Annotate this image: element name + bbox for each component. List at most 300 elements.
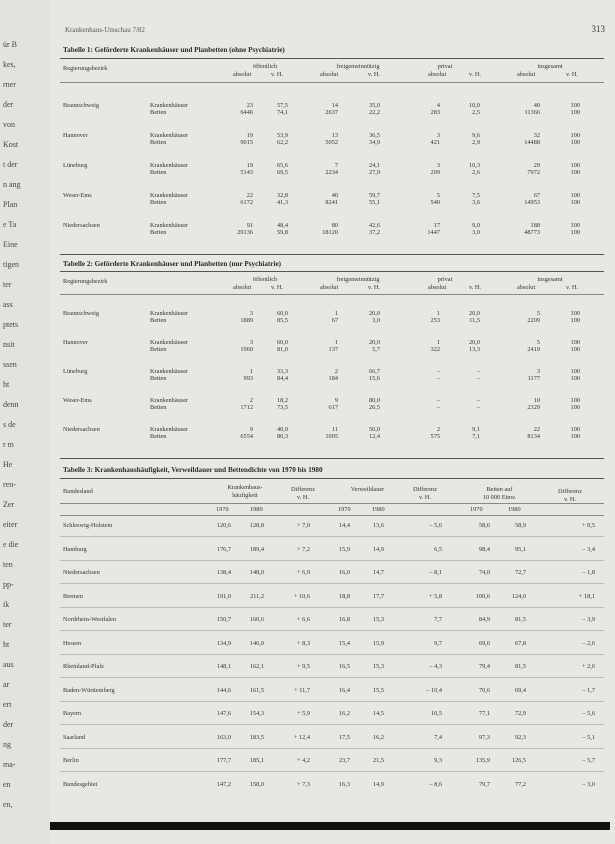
table-cell: – 8,1 bbox=[429, 569, 442, 576]
t3-year: 1970 bbox=[470, 506, 483, 513]
gutter-fragment: ng bbox=[3, 740, 11, 749]
row-divider bbox=[60, 607, 604, 608]
table-cell: 150,7 bbox=[216, 616, 231, 623]
table-1-title: Tabelle 1: Geförderte Krankenhäuser und Planbetten (ohne Psychiatrie) bbox=[63, 46, 285, 54]
table-cell: 18,2 bbox=[276, 397, 288, 404]
table-cell: – bbox=[476, 375, 480, 382]
table-cell: 32,8 bbox=[276, 192, 288, 199]
table-cell: 13,3 bbox=[468, 346, 480, 353]
table-cell: 2329 bbox=[527, 404, 540, 411]
table-cell: + 10,6 bbox=[293, 592, 310, 600]
table-cell: 17,5 bbox=[338, 733, 350, 741]
table-cell: 16,5 bbox=[338, 663, 350, 670]
state-name: Bayern bbox=[63, 710, 82, 717]
table-cell: 50,0 bbox=[368, 426, 380, 433]
table-cell: 29 bbox=[533, 162, 540, 169]
table-cell: 2 bbox=[436, 426, 440, 433]
gutter-fragment: s de bbox=[3, 420, 16, 429]
table-cell: 23,7 bbox=[338, 757, 350, 764]
table-cell: 7,4 bbox=[434, 733, 442, 741]
gutter-fragment: der bbox=[3, 720, 14, 729]
t1-group-total: insgesamt bbox=[537, 63, 563, 70]
table-cell: – 5,6 bbox=[582, 710, 595, 717]
gutter-fragment: tigen bbox=[3, 260, 19, 269]
row-label: Krankenhäuser bbox=[150, 310, 189, 317]
row-divider bbox=[60, 701, 604, 702]
row-label: Betten bbox=[150, 433, 167, 440]
table-cell: 2234 bbox=[325, 169, 338, 176]
table-cell: 14488 bbox=[524, 139, 540, 146]
row-label: Krankenhäuser bbox=[150, 222, 189, 229]
table-cell: 147,2 bbox=[216, 780, 231, 788]
table-cell: 120,6 bbox=[216, 522, 231, 529]
region-name: Hannover bbox=[63, 339, 88, 346]
t3-h-vh: v. H. bbox=[563, 496, 576, 503]
row-label: Krankenhäuser bbox=[150, 339, 189, 346]
table-cell: 27,9 bbox=[368, 169, 380, 176]
table-cell: 100 bbox=[570, 346, 580, 353]
table-cell: 9 bbox=[249, 426, 253, 433]
row-divider bbox=[60, 583, 604, 584]
table-cell: 100 bbox=[570, 317, 580, 324]
table-cell: 5 bbox=[536, 310, 540, 317]
table-cell: 95,1 bbox=[514, 545, 526, 553]
t2-sub-abs: absolut bbox=[428, 284, 447, 291]
table-cell: 65,6 bbox=[276, 162, 288, 169]
gutter-fragment: ht bbox=[3, 640, 10, 649]
row-label: Betten bbox=[150, 229, 167, 236]
t2-group-private: privat bbox=[437, 276, 453, 283]
table-cell: 79,4 bbox=[478, 663, 490, 670]
table-cell: 11366 bbox=[524, 109, 540, 116]
table-cell: 100 bbox=[570, 375, 580, 382]
table-cell: 3 bbox=[249, 339, 253, 346]
t2-sub-abs: absolut bbox=[517, 284, 536, 291]
table-cell: 253 bbox=[430, 317, 440, 324]
table-cell: + 5,8 bbox=[429, 592, 442, 600]
table-cell: 9015 bbox=[240, 139, 253, 146]
table-cell: 92,3 bbox=[514, 733, 526, 741]
gutter-fragment: ik bbox=[3, 600, 10, 609]
table-cell: 16,3 bbox=[338, 780, 350, 788]
table-cell: 13 bbox=[331, 132, 338, 139]
state-name: Nordrhein-Westfalen bbox=[63, 616, 116, 623]
table-cell: 176,7 bbox=[216, 545, 231, 553]
table-cell: 100 bbox=[570, 199, 580, 206]
table-cell: 5 bbox=[436, 192, 440, 199]
state-name: Rheinland-Pfalz bbox=[63, 663, 104, 670]
table-cell: – 3,9 bbox=[582, 616, 595, 623]
table-cell: 16,8 bbox=[338, 616, 350, 623]
table-cell: 81,0 bbox=[276, 346, 288, 353]
table-cell: 48773 bbox=[524, 229, 540, 236]
table-cell: 184 bbox=[328, 375, 338, 382]
t1-group-public: öffentlich bbox=[252, 63, 278, 70]
t1-col-district: Regierungsbezirk bbox=[63, 65, 108, 72]
gutter-fragment: t der bbox=[3, 160, 18, 169]
table-cell: 69,4 bbox=[514, 686, 526, 694]
table-cell: 2419 bbox=[527, 346, 540, 353]
table-cell: 77,2 bbox=[514, 780, 526, 788]
table-cell: + 7,0 bbox=[297, 522, 310, 529]
table-cell: – 1,7 bbox=[582, 686, 595, 694]
gutter-fragment: der bbox=[3, 100, 14, 109]
table-cell: – bbox=[476, 404, 480, 411]
page-number: 313 bbox=[591, 24, 605, 34]
t1-group-nonprofit: freigemeinnützig bbox=[336, 63, 380, 70]
table-2-title: Tabelle 2: Geförderte Krankenhäuser und Planbetten (nur Psychiatrie) bbox=[63, 260, 282, 268]
gutter-fragment: eiter bbox=[3, 520, 18, 529]
row-divider bbox=[60, 654, 604, 655]
table-cell: 100 bbox=[570, 433, 580, 440]
table-cell: 1960 bbox=[240, 346, 253, 353]
table-cell: 1712 bbox=[240, 404, 253, 411]
table-cell: 1 bbox=[436, 339, 440, 346]
table-cell: 24,1 bbox=[368, 162, 380, 169]
table-cell: – bbox=[476, 397, 480, 404]
table-cell: 137 bbox=[328, 346, 338, 353]
row-divider bbox=[60, 748, 604, 749]
table-cell: 16,2 bbox=[338, 710, 350, 717]
table-cell: 2,6 bbox=[472, 169, 480, 176]
state-name: Hamburg bbox=[63, 545, 87, 553]
table-cell: + 5,9 bbox=[297, 710, 310, 717]
table-cell: – 5,7 bbox=[582, 757, 595, 764]
t3-h-diff: Differenz bbox=[412, 486, 437, 493]
t3-year: 1970 bbox=[338, 506, 351, 513]
t2-group-public: öffentlich bbox=[252, 276, 278, 283]
table-cell: 7972 bbox=[527, 169, 540, 176]
state-name: Bremen bbox=[63, 592, 83, 600]
row-label: Betten bbox=[150, 404, 167, 411]
table-cell: 2 bbox=[249, 397, 253, 404]
table-cell: 11,5 bbox=[469, 317, 480, 324]
table-cell: 189,4 bbox=[249, 545, 264, 553]
table-cell: 1 bbox=[249, 368, 253, 375]
table-cell: 15,3 bbox=[372, 616, 384, 623]
table-cell: – bbox=[436, 368, 440, 375]
t1-sub-abs: absolut bbox=[233, 71, 252, 78]
gutter-fragment: ter bbox=[3, 620, 12, 629]
table-cell: 124,0 bbox=[511, 592, 526, 600]
table-cell: 97,3 bbox=[478, 733, 490, 741]
table-cell: 34,9 bbox=[368, 139, 380, 146]
table-cell: 16,0 bbox=[338, 569, 350, 576]
document-page bbox=[50, 10, 610, 830]
table-cell: 9 bbox=[334, 397, 338, 404]
table-cell: 67,8 bbox=[514, 639, 526, 647]
table-cell: 10 bbox=[533, 397, 540, 404]
table-cell: 12,4 bbox=[368, 433, 380, 440]
table-cell: 5,7 bbox=[372, 346, 380, 353]
gutter-fragment: aus bbox=[3, 660, 14, 669]
table-cell: 19 bbox=[246, 132, 253, 139]
table-cell: – 4,3 bbox=[429, 663, 442, 670]
table-cell: 6,5 bbox=[434, 545, 442, 553]
table-cell: 100 bbox=[570, 339, 580, 346]
table-cell: 185,1 bbox=[249, 757, 264, 764]
table-cell: 993 bbox=[243, 375, 253, 382]
table-cell: 81,5 bbox=[514, 663, 526, 670]
t3-h-diff: Differenz bbox=[557, 488, 582, 495]
table-cell: 147,6 bbox=[216, 710, 231, 717]
table-cell: 42,6 bbox=[368, 222, 380, 229]
gutter-fragment: ssen bbox=[3, 360, 17, 369]
gutter-fragment: Kost bbox=[3, 140, 19, 149]
table-cell: 144,6 bbox=[216, 686, 231, 694]
gutter-fragment: ar bbox=[3, 680, 10, 689]
t3-year: 1970 bbox=[216, 506, 229, 513]
gutter-fragment: ter bbox=[3, 280, 12, 289]
table-cell: 80,0 bbox=[368, 397, 380, 404]
table-cell: 73,5 bbox=[276, 404, 288, 411]
table-cell: 15,9 bbox=[338, 545, 350, 553]
table-3-title: Tabelle 3: Krankenhaushäufigkeit, Verweildauer und Bettendichte von 1970 bis 1980 bbox=[63, 466, 323, 474]
table-cell: 85,5 bbox=[276, 317, 288, 324]
table-cell: 9,3 bbox=[434, 757, 442, 764]
table-cell: 3,0 bbox=[472, 229, 480, 236]
table-cell: 100 bbox=[570, 404, 580, 411]
state-name: Bundesgebiet bbox=[63, 780, 98, 788]
t1-sub-abs: absolut bbox=[428, 71, 447, 78]
gutter-fragment: n ang bbox=[3, 180, 21, 189]
table-cell: 58,6 bbox=[478, 522, 490, 529]
gutter-fragment: ma- bbox=[3, 760, 16, 769]
table-cell: 62,2 bbox=[276, 139, 288, 146]
table-cell: 17 bbox=[433, 222, 440, 229]
t3-h-diff: Differenz bbox=[290, 486, 315, 493]
table-cell: + 12,4 bbox=[293, 733, 310, 741]
table-cell: 188 bbox=[530, 222, 540, 229]
table-cell: 20,0 bbox=[368, 310, 380, 317]
table-cell: 70,6 bbox=[478, 686, 490, 694]
table-cell: 1 bbox=[334, 310, 338, 317]
table-cell: 100 bbox=[570, 162, 580, 169]
t2-sub-vh: v. H. bbox=[271, 284, 284, 291]
t1-sub-vh: v. H. bbox=[566, 71, 579, 78]
table-cell: 14,9 bbox=[372, 545, 384, 553]
table-cell: 100 bbox=[570, 109, 580, 116]
t1-sub-abs: absolut bbox=[320, 71, 339, 78]
table-cell: – 3,0 bbox=[582, 780, 595, 788]
table-cell: 6172 bbox=[240, 199, 253, 206]
table-cell: 14,4 bbox=[338, 522, 350, 529]
table-cell: 35,0 bbox=[368, 102, 380, 109]
table-cell: 4 bbox=[436, 102, 440, 109]
t3-h-beds: Betten auf bbox=[486, 486, 513, 493]
table-cell: 5143 bbox=[240, 169, 253, 176]
table-cell: 40 bbox=[331, 192, 338, 199]
t3-year: 1980 bbox=[250, 506, 263, 513]
t3-year: 1980 bbox=[372, 506, 385, 513]
table-cell: + 6,6 bbox=[297, 616, 310, 623]
table-cell: 128,8 bbox=[249, 522, 264, 529]
gutter-fragment: e Ta bbox=[3, 220, 17, 229]
table-cell: 100 bbox=[570, 102, 580, 109]
table-cell: 10,3 bbox=[468, 162, 480, 169]
table-cell: 59,8 bbox=[276, 229, 288, 236]
table-cell: 1889 bbox=[240, 317, 253, 324]
table-cell: 6446 bbox=[240, 109, 253, 116]
table-cell: 100 bbox=[570, 368, 580, 375]
row-divider bbox=[60, 724, 604, 725]
t2-sub-abs: absolut bbox=[233, 284, 252, 291]
table-cell: 22 bbox=[533, 426, 540, 433]
gutter-fragment: pp- bbox=[3, 580, 14, 589]
table-cell: 1177 bbox=[527, 375, 540, 382]
table-cell: 1447 bbox=[427, 229, 440, 236]
table-cell: 14953 bbox=[524, 199, 540, 206]
table-cell: 1 bbox=[334, 339, 338, 346]
t3-h-freq2: häufigkeit bbox=[232, 492, 258, 499]
table-cell: – bbox=[436, 404, 440, 411]
table-cell: 72,9 bbox=[514, 710, 526, 717]
region-name: Braunschweig bbox=[63, 310, 100, 317]
t1-sub-vh: v. H. bbox=[469, 71, 482, 78]
t2-col-district: Regierungsbezirk bbox=[63, 278, 108, 285]
table-cell: 160,6 bbox=[249, 616, 264, 623]
table-cell: 126,5 bbox=[511, 757, 526, 764]
table-cell: + 4,2 bbox=[297, 757, 310, 764]
table-cell: 10,0 bbox=[468, 102, 480, 109]
table-cell: 148,0 bbox=[249, 569, 264, 576]
table-cell: 183,5 bbox=[249, 733, 264, 741]
t3-h-freq: Krankenhaus- bbox=[227, 484, 263, 491]
table-cell: 69,6 bbox=[478, 639, 490, 647]
table-cell: 19 bbox=[246, 162, 253, 169]
table-cell: 421 bbox=[430, 139, 440, 146]
table-cell: 154,3 bbox=[249, 710, 264, 717]
table-cell: 2,5 bbox=[472, 109, 480, 116]
scan-edge bbox=[50, 822, 610, 830]
table-cell: 8241 bbox=[325, 199, 338, 206]
table-cell: 100 bbox=[570, 426, 580, 433]
gutter-fragment: r m bbox=[3, 440, 14, 449]
table-cell: – 1,8 bbox=[582, 569, 595, 576]
table-cell: 209 bbox=[430, 169, 440, 176]
table-cell: 3 bbox=[436, 162, 440, 169]
table-cell: 77,1 bbox=[478, 710, 490, 717]
gutter-fragment: ert bbox=[3, 700, 12, 709]
table-cell: 53,9 bbox=[276, 132, 288, 139]
table-cell: 11 bbox=[331, 426, 338, 433]
table-cell: 40 bbox=[533, 102, 540, 109]
row-divider bbox=[60, 536, 604, 537]
table-cell: 15,5 bbox=[372, 686, 384, 694]
table-cell: 79,7 bbox=[478, 780, 490, 788]
region-name: Weser-Ems bbox=[63, 192, 92, 199]
table-cell: + 8,3 bbox=[297, 639, 310, 647]
region-name: Hannover bbox=[63, 132, 88, 139]
t2-group-nonprofit: freigemeinnützig bbox=[336, 276, 380, 283]
table-cell: + 0,5 bbox=[582, 522, 595, 529]
table-cell: 48,4 bbox=[276, 222, 288, 229]
table-cell: 20,0 bbox=[368, 339, 380, 346]
table-cell: 36,5 bbox=[368, 132, 380, 139]
table-cell: 57,5 bbox=[276, 102, 288, 109]
gutter-fragment: ht bbox=[3, 380, 10, 389]
gutter-fragment: von bbox=[3, 120, 15, 129]
t1-group-private: privat bbox=[437, 63, 453, 70]
table-cell: 3,6 bbox=[472, 199, 480, 206]
t2-sub-vh: v. H. bbox=[566, 284, 579, 291]
table-cell: 161,5 bbox=[249, 686, 264, 694]
row-label: Krankenhäuser bbox=[150, 192, 189, 199]
state-name: Baden-Württemberg bbox=[63, 686, 115, 694]
row-label: Krankenhäuser bbox=[150, 368, 189, 375]
table-cell: 40,9 bbox=[276, 426, 288, 433]
table-cell: 15,4 bbox=[338, 639, 350, 647]
table-cell: 3 bbox=[436, 132, 440, 139]
table-cell: 5052 bbox=[325, 139, 338, 146]
region-name: Lüneburg bbox=[63, 368, 88, 375]
table-cell: 177,7 bbox=[216, 757, 231, 764]
table-cell: 67 bbox=[533, 192, 540, 199]
state-name: Saarland bbox=[63, 733, 86, 741]
state-name: Hessen bbox=[63, 639, 82, 647]
table-cell: 84,9 bbox=[478, 616, 490, 623]
table-cell: 7,1 bbox=[472, 433, 480, 440]
t1-sub-abs: absolut bbox=[517, 71, 536, 78]
row-divider bbox=[60, 630, 604, 631]
table-cell: 29136 bbox=[237, 229, 253, 236]
table-cell: 15,6 bbox=[368, 375, 380, 382]
table-cell: 134,9 bbox=[216, 639, 231, 647]
table-cell: 18120 bbox=[322, 229, 338, 236]
gutter-fragment: denn bbox=[3, 400, 19, 409]
region-name: Niedersachsen bbox=[63, 222, 100, 229]
table-cell: 2637 bbox=[325, 109, 338, 116]
gutter-fragment: e die bbox=[3, 540, 19, 549]
table-cell: 9,1 bbox=[472, 426, 480, 433]
table-cell: 2209 bbox=[527, 317, 540, 324]
gutter-fragment: ten bbox=[3, 560, 13, 569]
state-name: Niedersachsen bbox=[63, 569, 100, 576]
table-cell: 59,7 bbox=[368, 192, 380, 199]
row-label: Krankenhäuser bbox=[150, 426, 189, 433]
gutter-fragment: ren- bbox=[3, 480, 16, 489]
gutter-fragment: en bbox=[3, 780, 11, 789]
row-label: Betten bbox=[150, 139, 167, 146]
table-cell: 9,7 bbox=[434, 639, 442, 647]
table-cell: 74,1 bbox=[276, 109, 288, 116]
t2-group-total: insgesamt bbox=[537, 276, 563, 283]
table-cell: 8134 bbox=[527, 433, 540, 440]
table-cell: 33,3 bbox=[276, 368, 288, 375]
table-cell: 22,2 bbox=[368, 109, 380, 116]
table-cell: 69,5 bbox=[276, 169, 288, 176]
row-label: Betten bbox=[150, 375, 167, 382]
t1-sub-vh: v. H. bbox=[368, 71, 381, 78]
table-cell: 98,4 bbox=[478, 545, 490, 553]
row-label: Betten bbox=[150, 169, 167, 176]
table-cell: 10,5 bbox=[430, 710, 442, 717]
gutter-fragment: en, bbox=[3, 800, 13, 809]
table-cell: 100 bbox=[570, 310, 580, 317]
table-cell: + 18,1 bbox=[578, 592, 595, 600]
table-cell: 1005 bbox=[325, 433, 338, 440]
table-cell: 100 bbox=[570, 192, 580, 199]
table-cell: 74,0 bbox=[478, 569, 490, 576]
table-cell: 211,2 bbox=[250, 592, 264, 600]
gutter-fragment: ür B bbox=[3, 40, 17, 49]
table-cell: 15,3 bbox=[372, 663, 384, 670]
table-cell: 55,1 bbox=[368, 199, 380, 206]
gutter-fragment: nsit bbox=[3, 340, 15, 349]
table-cell: 80 bbox=[331, 222, 338, 229]
row-label: Krankenhäuser bbox=[150, 132, 189, 139]
table-cell: 322 bbox=[430, 346, 440, 353]
